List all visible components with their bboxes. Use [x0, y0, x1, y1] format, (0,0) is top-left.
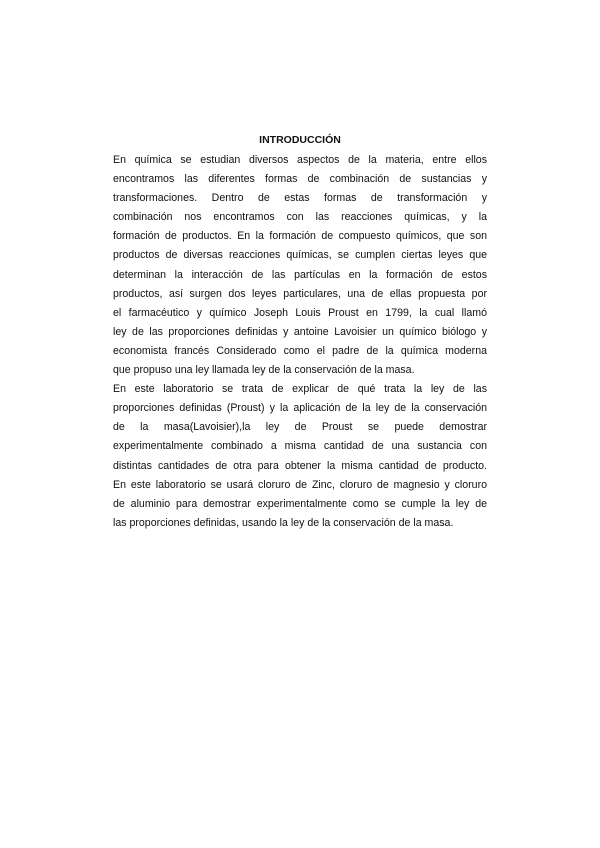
text-line: En este laboratorio se trata de explicar de qué trata la ley de las: [113, 383, 487, 396]
text-line: combinación nos encontramos con las reacciones químicas, y la: [113, 211, 487, 224]
text-line: experimentalmente combinado a misma cantidad de una sustancia con: [113, 440, 487, 453]
text-line: productos de diversas reacciones químicas, se cumplen ciertas leyes que: [113, 249, 487, 262]
text-line: transformaciones. Dentro de estas formas de transformación y: [113, 192, 487, 205]
text-line: determinan la interacción de las partículas en la formación de estos: [113, 268, 487, 281]
text-line: En química se estudian diversos aspectos de la materia, entre ellos: [113, 154, 487, 166]
text-line: formación de productos. En la formación de compuesto químicos, que son: [113, 230, 487, 243]
introduction-body: [113, 151, 487, 533]
text-line: que propuso una ley llamada ley de la conservación de la masa.: [113, 364, 415, 377]
text-line: ley de las proporciones definidas y antoine Lavoisier un químico biólogo y: [113, 325, 487, 338]
text-line: encontramos las diferentes formas de combinación de sustancias y: [113, 173, 487, 186]
text-line: economista francés Considerado como el padre de la química moderna: [113, 344, 487, 357]
text-line: En este laboratorio se usará cloruro de Zinc, cloruro de magnesio y cloruro: [113, 478, 487, 491]
text-line: productos, así surgen dos leyes particulares, una de ellas propuesta por: [113, 287, 487, 300]
text-line: distintas cantidades de otra para obtener la misma cantidad de producto.: [113, 459, 487, 472]
text-line: de aluminio para demostrar experimentalmente como se cumple la ley de: [113, 497, 487, 510]
document-title: INTRODUCCIÓN: [259, 134, 341, 146]
text-line: de la masa(Lavoisier),la ley de Proust se puede demostrar: [113, 421, 487, 434]
text-line: las proporciones definidas, usando la ley de la conservación de la masa.: [113, 516, 454, 529]
text-line: el farmacéutico y químico Joseph Louis Proust en 1799, la cual llamó: [113, 306, 487, 319]
text-line: proporciones definidas (Proust) y la aplicación de la ley de la conservación: [113, 402, 487, 415]
